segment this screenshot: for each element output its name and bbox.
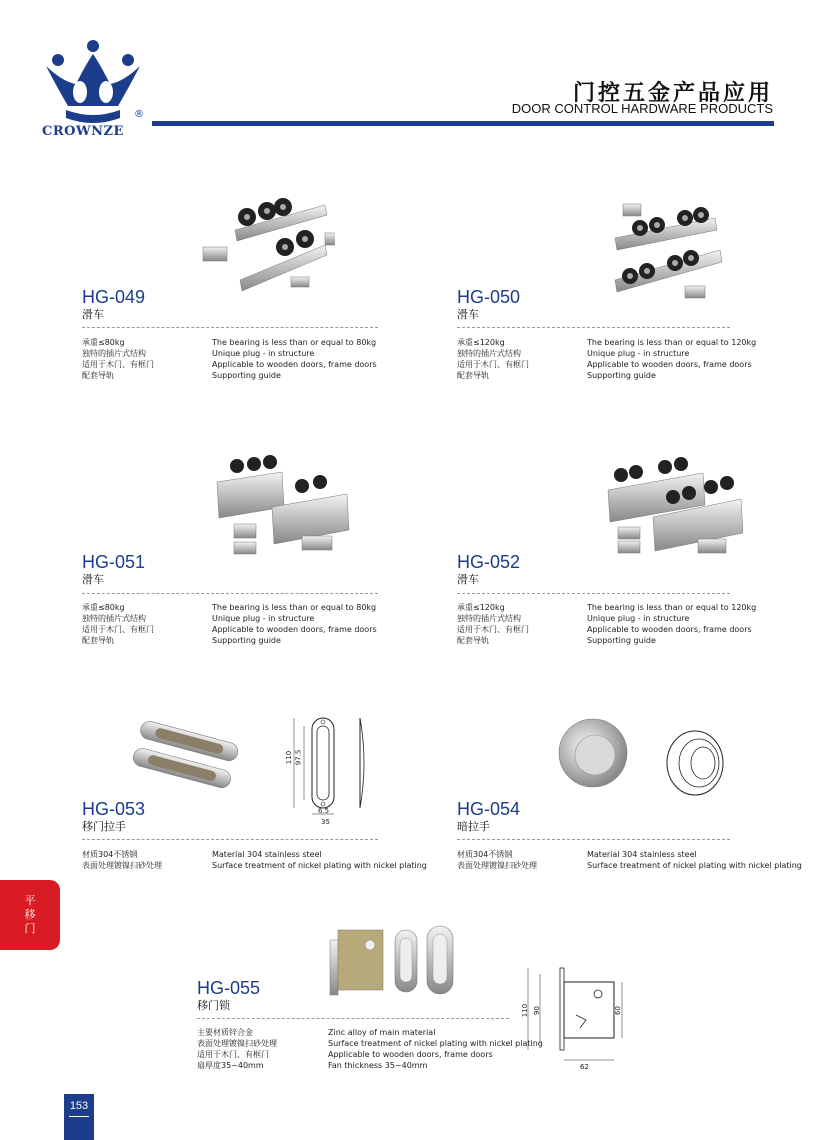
product-name: 移门拉手 xyxy=(82,820,126,833)
hg-053-product-image xyxy=(130,720,245,795)
side-tab-char: 平 xyxy=(24,894,36,907)
hg-050-product-image xyxy=(605,198,730,308)
section-divider xyxy=(457,593,730,594)
page-number-rule xyxy=(69,1116,89,1117)
product-code: HG-051 xyxy=(82,552,146,572)
product-name: 滑车 xyxy=(82,308,104,321)
product-specs-cn: 承重≤120kg 独特的插片式结构 适用于木门、有框门 配套导轨 xyxy=(457,338,529,380)
product-specs-cn: 承重≤80kg 独特的插片式结构 适用于木门、有框门 配套导轨 xyxy=(82,603,154,645)
hg-055-dim-height-outer: 110 xyxy=(521,1003,530,1018)
product-code: HG-050 xyxy=(457,287,521,307)
hg-053-technical-drawing xyxy=(282,712,382,827)
hg-054-product-image xyxy=(555,715,735,805)
side-tab-char: 门 xyxy=(24,922,36,935)
product-specs-cn: 材质304不锈钢 表面处理镀镍扫砂处理 xyxy=(82,850,162,870)
hg-055-product-image xyxy=(325,920,475,1000)
hg-055-dim-width: 62 xyxy=(580,1063,589,1071)
page-number-box xyxy=(64,1094,94,1140)
section-divider xyxy=(457,327,730,328)
product-name: 暗拉手 xyxy=(457,820,490,833)
hg-053-dim-height-outer: 110 xyxy=(285,750,294,765)
hg-053-dim-height-inner: 97.5 xyxy=(294,749,303,766)
section-divider xyxy=(82,839,378,840)
product-name: 滑车 xyxy=(82,573,104,586)
hg-052-product-image xyxy=(603,455,743,560)
header-title-cn: 门控五金产品应用 xyxy=(572,81,773,106)
page-number: 153 xyxy=(69,1100,89,1112)
product-code: HG-053 xyxy=(82,799,146,819)
product-specs-en: Zinc alloy of main material Surface treatment of nickel plating with nickel plating Applicable to wooden doors, frame doors Fan thickness 35~40mm xyxy=(328,1028,543,1070)
hg-049-product-image xyxy=(195,195,335,310)
product-code: HG-052 xyxy=(457,552,521,572)
product-specs-cn: 承重≤80kg 独特的插片式结构 适用于木门、有框门 配套导轨 xyxy=(82,338,154,380)
product-name: 移门锁 xyxy=(197,999,230,1012)
brand-name: CROWNZE xyxy=(42,124,124,139)
side-tab-char: 移 xyxy=(24,908,36,921)
section-divider xyxy=(82,327,378,328)
hg-055-dim-height-inner: 90 xyxy=(532,1006,541,1015)
category-side-tab[interactable] xyxy=(0,880,60,950)
product-name: 滑车 xyxy=(457,308,479,321)
product-code: HG-055 xyxy=(197,978,261,998)
header-title-en: DOOR CONTROL HARDWARE PRODUCTS xyxy=(511,101,773,116)
section-divider xyxy=(457,839,730,840)
product-specs-cn: 承重≤120kg 独特的插片式结构 适用于木门、有框门 配套导轨 xyxy=(457,603,529,645)
product-specs-en: Material 304 stainless steel Surface treatment of nickel plating with nickel plating xyxy=(212,850,427,870)
product-specs-en: The bearing is less than or equal to 120kg Unique plug - in structure Applicable to wooden doors, frame doors Supporting guide xyxy=(587,603,757,645)
product-specs-en: Material 304 stainless steel Surface treatment of nickel plating with nickel plating xyxy=(587,850,802,870)
hg-055-dim-height-right: 60 xyxy=(613,1006,622,1015)
section-divider xyxy=(82,593,378,594)
product-code: HG-049 xyxy=(82,287,146,307)
product-specs-en: The bearing is less than or equal to 80kg Unique plug - in structure Applicable to wooden doors, frame doors Supporting guide xyxy=(212,338,377,380)
product-specs-cn: 主要材质锌合金 表面处理镀镍扫砂处理 适用于木门、有框门 扇厚度35~40mm xyxy=(197,1028,277,1070)
product-specs-en: The bearing is less than or equal to 120kg Unique plug - in structure Applicable to wooden doors, frame doors Supporting guide xyxy=(587,338,757,380)
product-specs-cn: 材质304不锈钢 表面处理镀镍扫砂处理 xyxy=(457,850,537,870)
product-code: HG-054 xyxy=(457,799,521,819)
product-specs-en: The bearing is less than or equal to 80kg Unique plug - in structure Applicable to wooden doors, frame doors Supporting guide xyxy=(212,603,377,645)
section-divider xyxy=(197,1018,509,1019)
hg-053-dim-width-inner: 6.5 xyxy=(318,807,330,815)
hg-053-dim-width-outer: 35 xyxy=(321,818,330,826)
registered-mark: ® xyxy=(134,109,144,120)
product-name: 滑车 xyxy=(457,573,479,586)
hg-051-product-image xyxy=(212,452,352,562)
header-rule xyxy=(152,121,774,126)
